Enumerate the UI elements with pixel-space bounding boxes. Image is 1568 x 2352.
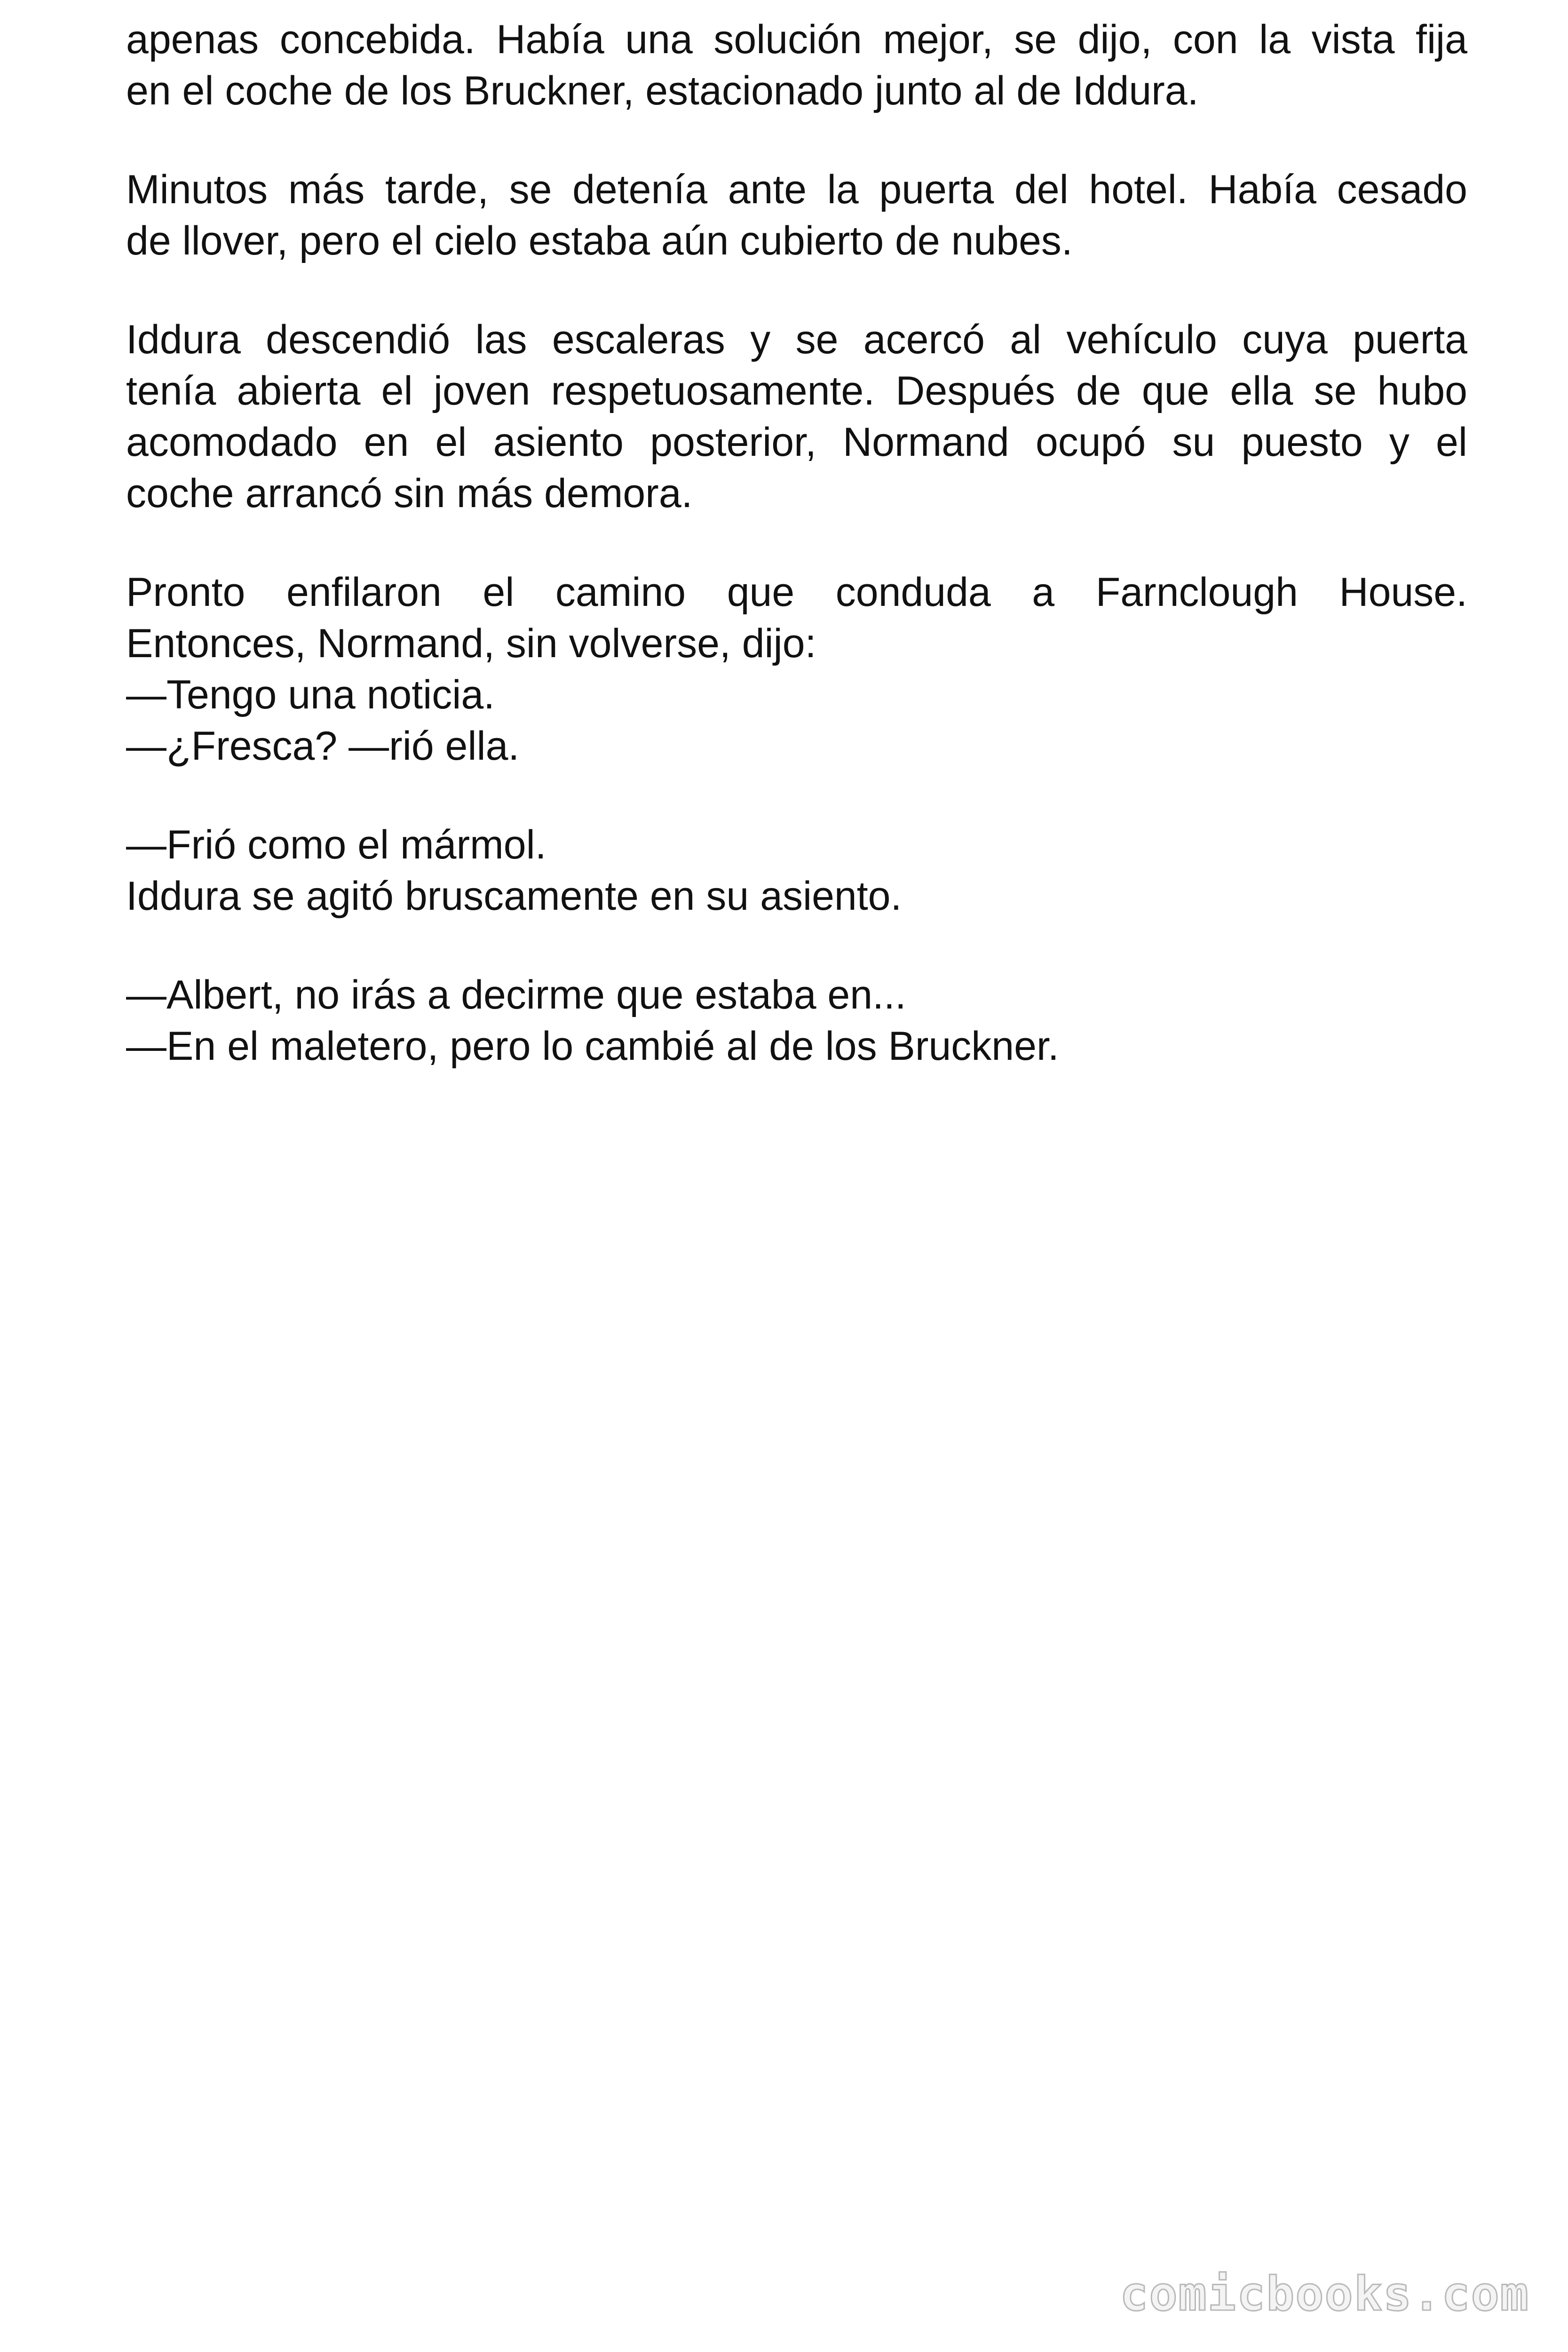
text-line: Minutos más tarde, se detenía ante la puerta del hotel. Había cesado [126,167,1467,212]
text-line: acomodado en el asiento posterior, Normand ocupó su puesto y el [126,420,1467,465]
dialogue-line: —Albert, no irás a decirme que estaba en... [126,972,906,1017]
text-line: Entonces, Normand, sin volverse, dijo: [126,621,816,666]
paragraph-3 [126,314,1467,519]
dialogue-line: —En el maletero, pero lo cambié al de los Bruckner. [126,1024,1059,1069]
dialogue-line: —Tengo una noticia. [126,672,495,717]
paragraph-4 [126,567,1467,772]
text-line: Iddura se agitó bruscamente en su asiento. [126,874,902,919]
text-line: tenía abierta el joven respetuosamente. Después de que ella se hubo [126,368,1467,413]
dialogue-line: —¿Fresca? —rió ella. [126,723,520,769]
watermark-logo: comicbooks.com [1120,2266,1529,2321]
text-line: apenas concebida. Había una solución mejor, se dijo, con la vista fija [126,17,1467,62]
paragraph-6 [126,969,1467,1072]
paragraph-2 [126,164,1467,267]
text-line: de llover, pero el cielo estaba aún cubierto de nubes. [126,218,1073,263]
text-line: coche arrancó sin más demora. [126,471,693,516]
text-line: Pronto enfilaron el camino que conduda a Farnclough House. [126,570,1467,615]
text-line: en el coche de los Bruckner, estacionado junto al de Iddura. [126,68,1199,113]
paragraph-1 [126,14,1467,117]
page-body [126,14,1467,1072]
dialogue-line: —Frió como el mármol. [126,822,546,867]
paragraph-5 [126,819,1467,922]
text-line: Iddura descendió las escaleras y se acercó al vehículo cuya puerta [126,317,1467,362]
